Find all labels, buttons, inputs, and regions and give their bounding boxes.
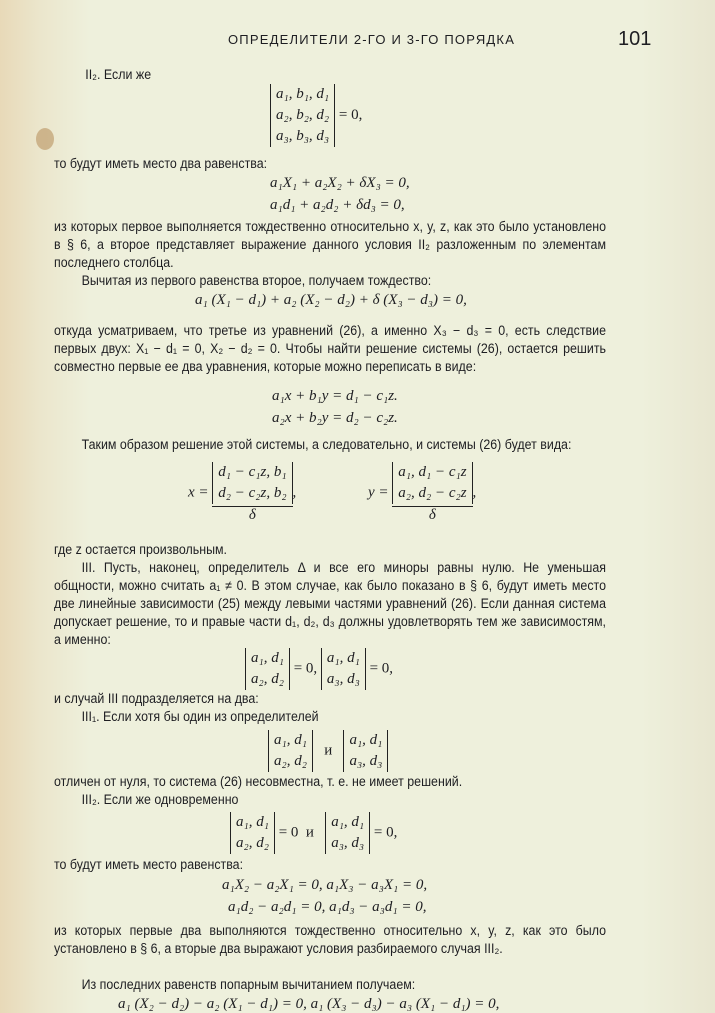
- paragraph: Вычитая из первого равенства второе, получаем тождество:: [81, 273, 432, 288]
- determinant-condition: a₁, d₁ a₂, d₂ = 0, a₁, d₁ a₃, d₃ = 0,: [245, 648, 393, 690]
- paragraph: где z остается произвольным.: [54, 542, 228, 557]
- paragraph: из которых первое выполняется тождественно относительно x, y, z, как это было установлено в § 6, а второе представляет выражение данного условия II₂ разложенным по элементам последнего столбца.: [54, 219, 606, 270]
- determinant-3x3: a₁, b₁, d₁ a₂, b₂, d₂ a₃, b₃, d₃ = 0,: [270, 84, 362, 147]
- paragraph: и случай III подразделяется на два:: [54, 691, 259, 706]
- page-number: 101: [618, 28, 652, 50]
- equation: a₁d₁ + a₂d₂ + δd₃ = 0,: [270, 197, 405, 213]
- paragraph: Из последних равенств попарным вычитанием получаем:: [81, 977, 416, 992]
- equation: a₁ (X₁ − d₁) + a₂ (X₂ − d₂) + δ (X₃ − d₃) = 0,: [195, 292, 467, 308]
- paragraph: II₂. Если же: [85, 67, 152, 82]
- equation: a₁X₂ − a₂X₁ = 0, a₁X₃ − a₃X₁ = 0,: [222, 877, 428, 893]
- equation: a₁ (X₂ − d₂) − a₂ (X₁ − d₁) = 0, a₁ (X₃ − d₃) − a₃ (X₁ − d₁) = 0,: [118, 996, 500, 1012]
- paragraph: III. Пусть, наконец, определитель Δ и все его миноры равны нулю. Не уменьшая общности, можно считать a₁ ≠ 0. В этом случае, как было показано в § 6, будут иметь место две линейные зависимости (25) между левыми частями уравнений (26). Если данная система допускает решение, то и правые части d₁, d₂, d₃ должны удовлетворять тем же зависимостям, а именно:: [54, 560, 607, 647]
- determinant-condition: a₁, d₁ a₂, d₂ = 0 и a₁, d₁ a₃, d₃ = 0,: [230, 812, 397, 854]
- equation: a₁d₂ − a₂d₁ = 0, a₁d₃ − a₃d₁ = 0,: [228, 899, 427, 915]
- solution-x: x = d₁ − c₁z, b₁ d₂ − c₂z, b₂ δ ,: [188, 464, 297, 523]
- paragraph: из которых первые два выполняются тождественно относительно x, y, z, как это было установлено в § 6, а вторые два выражают условия разбираемого случая III₂.: [54, 923, 606, 956]
- paragraph: Таким образом решение этой системы, а следовательно, и системы (26) будет вида:: [81, 437, 572, 452]
- paragraph: откуда усматриваем, что третье из уравнений (26), а именно X₃ − d₃ = 0, есть следствие первых двух: X₁ − d₁ = 0, X₂ − d₂ = 0. Чтобы найти решение системы (26), остается решить совместно первые ее два уравнения, которые можно переписать в виде:: [54, 323, 606, 374]
- solution-y: y = a₁, d₁ − c₁z a₂, d₂ − c₂z δ ,: [368, 464, 477, 523]
- equation: a₂x + b₂y = d₂ − c₂z.: [272, 410, 398, 426]
- paragraph: III₁. Если хотя бы один из определителей: [81, 709, 319, 724]
- paragraph: отличен от нуля, то система (26) несовместна, т. е. не имеет решений.: [54, 774, 463, 789]
- stain: [36, 128, 54, 150]
- paragraph: то будут иметь место равенства:: [54, 857, 244, 872]
- equation: a₁x + b₁y = d₁ − c₁z.: [272, 388, 398, 404]
- paragraph: III₂. Если же одновременно: [81, 792, 239, 807]
- equation: a₁X₁ + a₂X₂ + δX₃ = 0,: [270, 175, 410, 191]
- paragraph: то будут иметь место два равенства:: [54, 156, 268, 171]
- determinant-pair: a₁, d₁ a₂, d₂ и a₁, d₁ a₃, d₃: [268, 730, 388, 772]
- running-title: ОПРЕДЕЛИТЕЛИ 2-ГО И 3-ГО ПОРЯДКА: [228, 32, 516, 47]
